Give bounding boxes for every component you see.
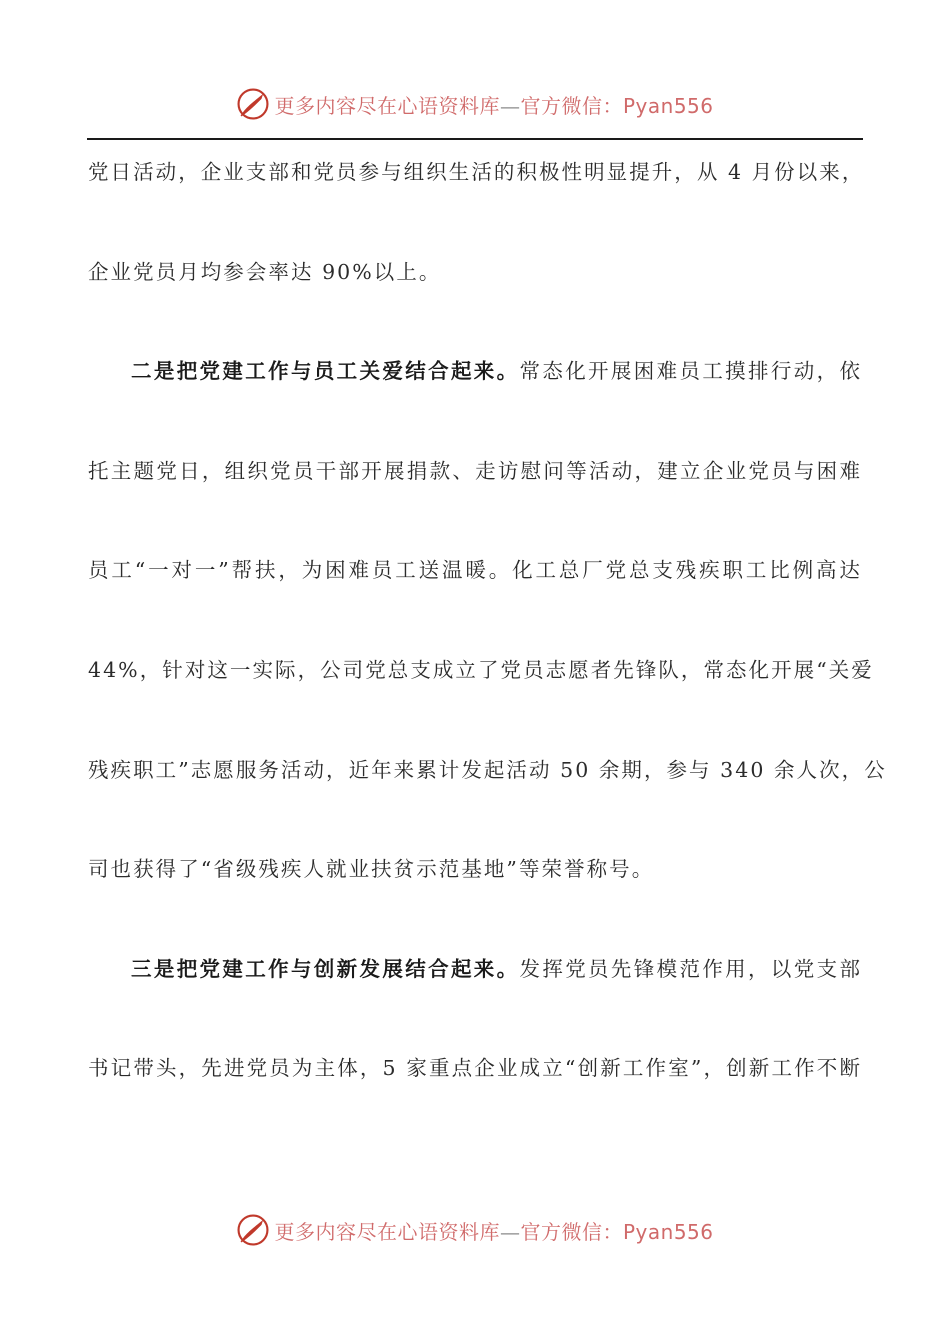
paragraph-line: 书记带头，先进党员为主体，5 家重点企业成立“创新工作室”，创新工作不断 [88, 1056, 862, 1081]
paragraph-line: 企业党员月均参会率达 90%以上。 [88, 259, 442, 284]
section-heading: 二是把党建工作与员工关爱结合起来。 [131, 359, 520, 384]
header-divider [87, 138, 863, 140]
page-footer [0, 1210, 950, 1250]
paragraph-line [88, 945, 862, 1045]
paragraph-line: 44%，针对这一实际，公司党总支成立了党员志愿者先锋队，常态化开展“关爱 [88, 657, 874, 682]
paragraph-line: 党日活动，企业支部和党员参与组织生活的积极性明显提升，从 4 月份以来， [88, 160, 865, 184]
header-wechat-label: 官方微信： [520, 93, 623, 118]
footer-separator: — [499, 1219, 521, 1244]
paragraph-line: 员工“一对一”帮扶，为困难员工送温暖。化工总厂党总支残疾职工比例高达 [88, 558, 862, 583]
footer-text [274, 1216, 713, 1245]
pen-logo-icon [236, 1213, 270, 1247]
paragraph-text: 常态化开展困难员工摸排行动，依 [519, 359, 862, 384]
section-heading: 三是把党建工作与创新发展结合起来。 [131, 956, 520, 981]
pen-logo-icon [236, 87, 270, 121]
header-separator: — [499, 93, 521, 118]
header-text [274, 90, 713, 119]
header-wechat-id: Pyan556 [622, 93, 714, 118]
header-brand: 更多内容尽在心语资料库 [274, 93, 500, 118]
footer-wechat-id: Pyan556 [622, 1219, 714, 1244]
paragraph-line [88, 347, 862, 447]
paragraph-line: 司也获得了“省级残疾人就业扶贫示范基地”等荣誉称号。 [88, 857, 655, 882]
page-header [0, 84, 950, 124]
paragraph-line: 残疾职工”志愿服务活动，近年来累计发起活动 50 余期，参与 340 余人次，公 [88, 757, 887, 782]
document-body [88, 148, 887, 1144]
paragraph-text: 发挥党员先锋模范作用，以党支部 [519, 956, 862, 981]
paragraph-line: 托主题党日，组织党员干部开展捐款、走访慰问等活动，建立企业党员与困难 [88, 458, 862, 483]
footer-wechat-label: 官方微信： [520, 1219, 623, 1244]
footer-brand: 更多内容尽在心语资料库 [274, 1219, 500, 1244]
